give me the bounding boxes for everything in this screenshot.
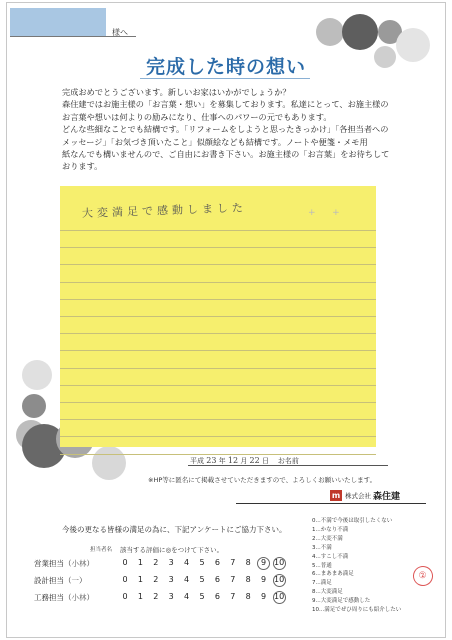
paren-open: （	[64, 576, 72, 585]
score-option: 1	[137, 575, 143, 584]
score-option: 3	[168, 592, 174, 601]
ruled-line	[60, 299, 376, 300]
scale-item: 0...不満で今後は取引したくない	[312, 518, 393, 524]
score-option: 8	[245, 558, 251, 567]
selected-score-circle	[273, 557, 286, 570]
survey-header-person: 担当者名	[90, 547, 113, 553]
score-option: 7	[230, 592, 236, 601]
survey-person: 小林	[71, 559, 87, 568]
decor-circle	[342, 14, 378, 50]
decor-circle	[22, 360, 52, 390]
company-mark	[330, 488, 400, 502]
score-option: 0	[122, 558, 128, 567]
recipient-suffix: 様へ	[112, 28, 128, 37]
score-option: 7	[230, 575, 236, 584]
scale-item: 7...満足	[312, 580, 332, 587]
score-option: 4	[184, 558, 190, 567]
survey-person: 一	[71, 576, 79, 585]
rating-scale	[312, 517, 401, 615]
score-option: 0	[122, 592, 128, 601]
decor-circle	[22, 394, 46, 418]
company-name: 森住建	[373, 491, 401, 502]
score-option: 3	[168, 558, 174, 567]
ruled-line	[60, 230, 376, 231]
survey-row-label	[34, 558, 94, 569]
intro-line: 完成おめでとうございます。新しいお家はいかがでしょうか？	[62, 87, 291, 97]
scale-item: 5...普通	[312, 562, 332, 569]
paren-close: ）	[79, 576, 87, 585]
date-year-unit: 年	[218, 457, 226, 465]
ruled-line	[60, 350, 376, 351]
score-option: 2	[153, 575, 159, 584]
handwritten-message: 大変満足で感動しました	[81, 201, 248, 220]
survey-row-label	[34, 592, 94, 603]
decor-circle	[316, 18, 344, 46]
selected-score-circle	[273, 574, 286, 587]
company-prefix: 株式会社	[345, 491, 371, 500]
scale-item: 8...大変満足	[312, 589, 343, 596]
title-underline	[140, 78, 310, 79]
paren-open: （	[64, 593, 72, 602]
intro-line: お言葉や想いは何よりの励みになり、仕事へのパワーの元でもあります。	[62, 111, 332, 122]
selected-score-circle	[257, 557, 270, 570]
paren-open: （	[64, 559, 72, 568]
faint-mark: + +	[308, 208, 342, 218]
scale-item: 9...大変満足で感動した	[312, 598, 371, 605]
decor-circle	[92, 446, 126, 480]
scale-item: 3...不満	[312, 544, 332, 551]
intro-paragraph	[62, 86, 402, 173]
score-option: 6	[214, 575, 220, 584]
ruled-line	[60, 385, 376, 386]
score-option: 3	[168, 575, 174, 584]
ruled-line	[60, 436, 376, 437]
score-option: 2	[153, 558, 159, 567]
intro-line: おります。	[62, 161, 103, 172]
score-option: 6	[214, 592, 220, 601]
score-option: 10	[274, 575, 285, 584]
handwritten-stamp: ②	[410, 563, 436, 589]
paren-close: ）	[86, 559, 94, 568]
intro-line: どんな些細なことでも結構です。「リフォームをしようと思ったきっかけ」「各担当者への	[62, 124, 389, 135]
page-title: 完成した時の想い	[145, 56, 306, 78]
score-option: 9	[261, 558, 267, 567]
ruled-line	[60, 282, 376, 283]
ruled-line	[60, 402, 376, 403]
ruled-line	[60, 419, 376, 420]
intro-line: メッセージ」「お気づき頂いたこと」似顔絵なども結構です。ノートや便箋・メモ用	[62, 136, 368, 147]
survey-intro: 今後の更なる皆様の満足の為に、下記アンケートにご協力下さい。	[62, 525, 287, 534]
ruled-line	[60, 368, 376, 369]
date-underline	[188, 465, 388, 466]
score-option: 0	[122, 575, 128, 584]
date-month-unit: 月	[240, 457, 248, 465]
score-option: 4	[184, 575, 190, 584]
score-option: 5	[199, 558, 205, 567]
scale-item: 6...まあまあ満足	[312, 571, 354, 578]
score-option: 2	[153, 592, 159, 601]
score-option: 10	[274, 558, 285, 567]
company-logo-icon: m	[331, 490, 341, 500]
date-month: 12	[227, 456, 239, 465]
score-option: 5	[199, 592, 205, 601]
score-option: 8	[245, 575, 251, 584]
score-option: 5	[199, 575, 205, 584]
survey-row-label	[34, 575, 87, 586]
survey-role: 工務担当	[34, 593, 64, 602]
score-option: 9	[261, 575, 267, 584]
company-underline	[236, 503, 426, 504]
score-option: 9	[261, 592, 267, 601]
date-day: 22	[249, 456, 260, 465]
hp-note: ※HP等に匿名にて掲載させていただきますので、よろしくお願いいたします。	[148, 476, 377, 484]
intro-line: 森住建ではお施主様の「お言葉・想い」を募集しております。私達にとって、お施主様の	[62, 99, 389, 110]
name-label: お名前	[277, 457, 299, 465]
ruled-line	[60, 333, 376, 334]
scale-item: 4...すこし不満	[312, 553, 349, 560]
recipient-name-box	[10, 8, 106, 36]
intro-line: 紙なんでも構いませんので、ご自由にお書き下さい。お施主様の「お言葉」をお待ちして	[62, 149, 390, 160]
score-option: 4	[184, 592, 190, 601]
score-option: 1	[137, 592, 143, 601]
scale-item: 10...満足でぜひ周りにも紹介したい	[312, 607, 402, 614]
scale-item: 2...大変不満	[312, 535, 343, 542]
date-era: 平成	[190, 457, 204, 465]
date-year: 23	[206, 456, 217, 465]
score-option: 7	[230, 558, 236, 567]
ruled-line	[60, 316, 376, 317]
ruled-line	[60, 454, 376, 455]
selected-score-circle	[273, 591, 286, 604]
survey-role: 営業担当	[34, 559, 64, 568]
survey-role: 設計担当	[34, 576, 64, 585]
score-option: 8	[245, 592, 251, 601]
score-option: 1	[137, 558, 143, 567]
date-day-unit: 日	[261, 457, 269, 465]
score-option: 6	[214, 558, 220, 567]
scale-item: 1...かなり不満	[312, 526, 349, 533]
score-option: 10	[274, 592, 285, 601]
ruled-line	[60, 264, 376, 265]
survey-header-instruction: 該当する評価に◎をつけて下さい。	[120, 546, 224, 554]
survey-person: 小林	[71, 593, 87, 602]
ruled-line	[60, 247, 376, 248]
paren-close: ）	[86, 593, 94, 602]
